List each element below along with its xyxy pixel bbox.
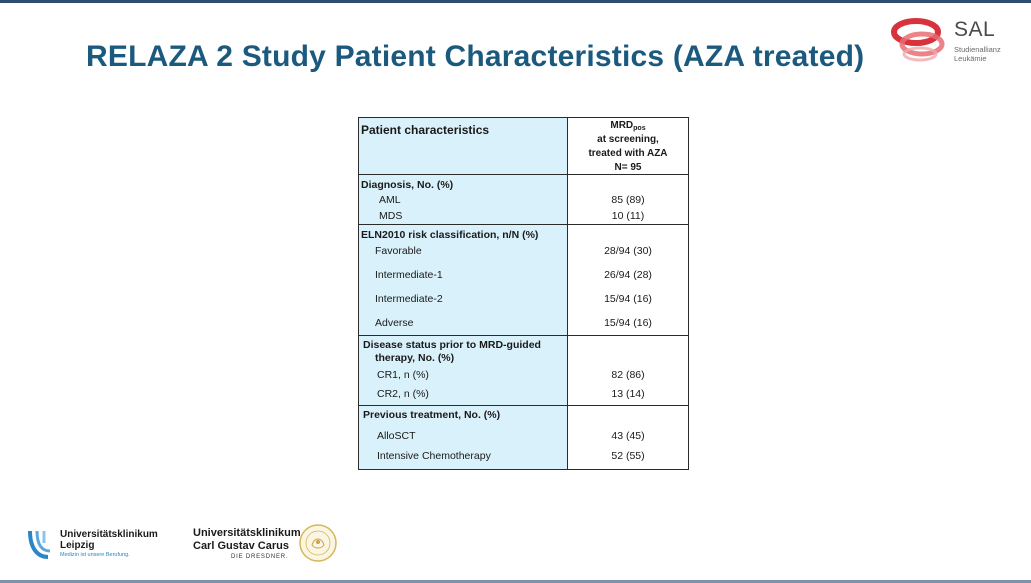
- table-header-row: [359, 118, 688, 175]
- section-heading: Diagnosis, No. (%): [361, 179, 454, 191]
- header-right-line3: treated with AZA: [588, 148, 668, 159]
- ukd-subname: Carl Gustav Carus: [193, 540, 289, 552]
- row-label: Intensive Chemotherapy: [377, 450, 491, 462]
- row-label: Adverse: [375, 317, 414, 329]
- row-value: 28/94 (30): [604, 245, 652, 257]
- patient-characteristics-table: [358, 117, 689, 470]
- top-accent-bar: [0, 0, 1031, 3]
- row-value: 52 (55): [611, 450, 645, 462]
- sal-logo-line1: Studienallianz: [954, 45, 1001, 54]
- header-right-line2: at screening,: [597, 134, 659, 145]
- sal-mark-icon: [890, 18, 950, 64]
- anniversary-seal-icon: [298, 523, 338, 563]
- row-label: AlloSCT: [377, 430, 416, 442]
- ukd-tagline: DIE DRESDNER.: [231, 554, 289, 560]
- slide-title: RELAZA 2 Study Patient Characteristics (AZA treated): [86, 40, 865, 73]
- row-label: CR1, n (%): [377, 369, 429, 381]
- row-value: 15/94 (16): [604, 317, 652, 329]
- sal-logo-line2: Leukämie: [954, 54, 987, 63]
- ukl-tagline: Medizin ist unsere Berufung.: [60, 552, 130, 558]
- row-value: 13 (14): [611, 388, 645, 400]
- row-value: 82 (86): [611, 369, 645, 381]
- section-eln2010: [359, 225, 688, 336]
- section-heading: Disease status prior to MRD-guided: [363, 339, 541, 351]
- sal-logo: [890, 18, 1020, 68]
- header-left: Patient characteristics: [361, 123, 490, 137]
- section-previous-treatment: [359, 406, 688, 469]
- section-heading: ELN2010 risk classification, n/N (%): [361, 229, 539, 241]
- section-diagnosis: [359, 175, 688, 225]
- ukd-name: Universitätsklinikum: [193, 527, 301, 539]
- ukl-wave-icon: [28, 527, 58, 561]
- ukl-name: Universitätsklinikum: [60, 529, 158, 540]
- header-right-line4: N= 95: [614, 162, 642, 173]
- section-heading-line2: therapy, No. (%): [375, 352, 455, 364]
- row-label: AML: [379, 194, 401, 206]
- row-value: 15/94 (16): [604, 293, 652, 305]
- section-heading: Previous treatment, No. (%): [363, 409, 501, 421]
- row-value: 85 (89): [611, 194, 645, 206]
- row-value: 10 (11): [611, 210, 645, 222]
- ukl-logo: [28, 527, 178, 567]
- ukl-city: Leipzig: [60, 540, 95, 551]
- row-label: MDS: [379, 210, 403, 222]
- row-value: 26/94 (28): [604, 269, 652, 281]
- row-value: 43 (45): [611, 430, 645, 442]
- sal-logo-name: SAL: [954, 18, 996, 41]
- row-label: Intermediate-1: [375, 269, 443, 281]
- row-label: CR2, n (%): [377, 388, 429, 400]
- header-right-mrd: $MRD_{pos}$: [610, 120, 646, 132]
- row-label: Favorable: [375, 245, 422, 257]
- row-label: Intermediate-2: [375, 293, 443, 305]
- section-disease-status: [359, 336, 688, 406]
